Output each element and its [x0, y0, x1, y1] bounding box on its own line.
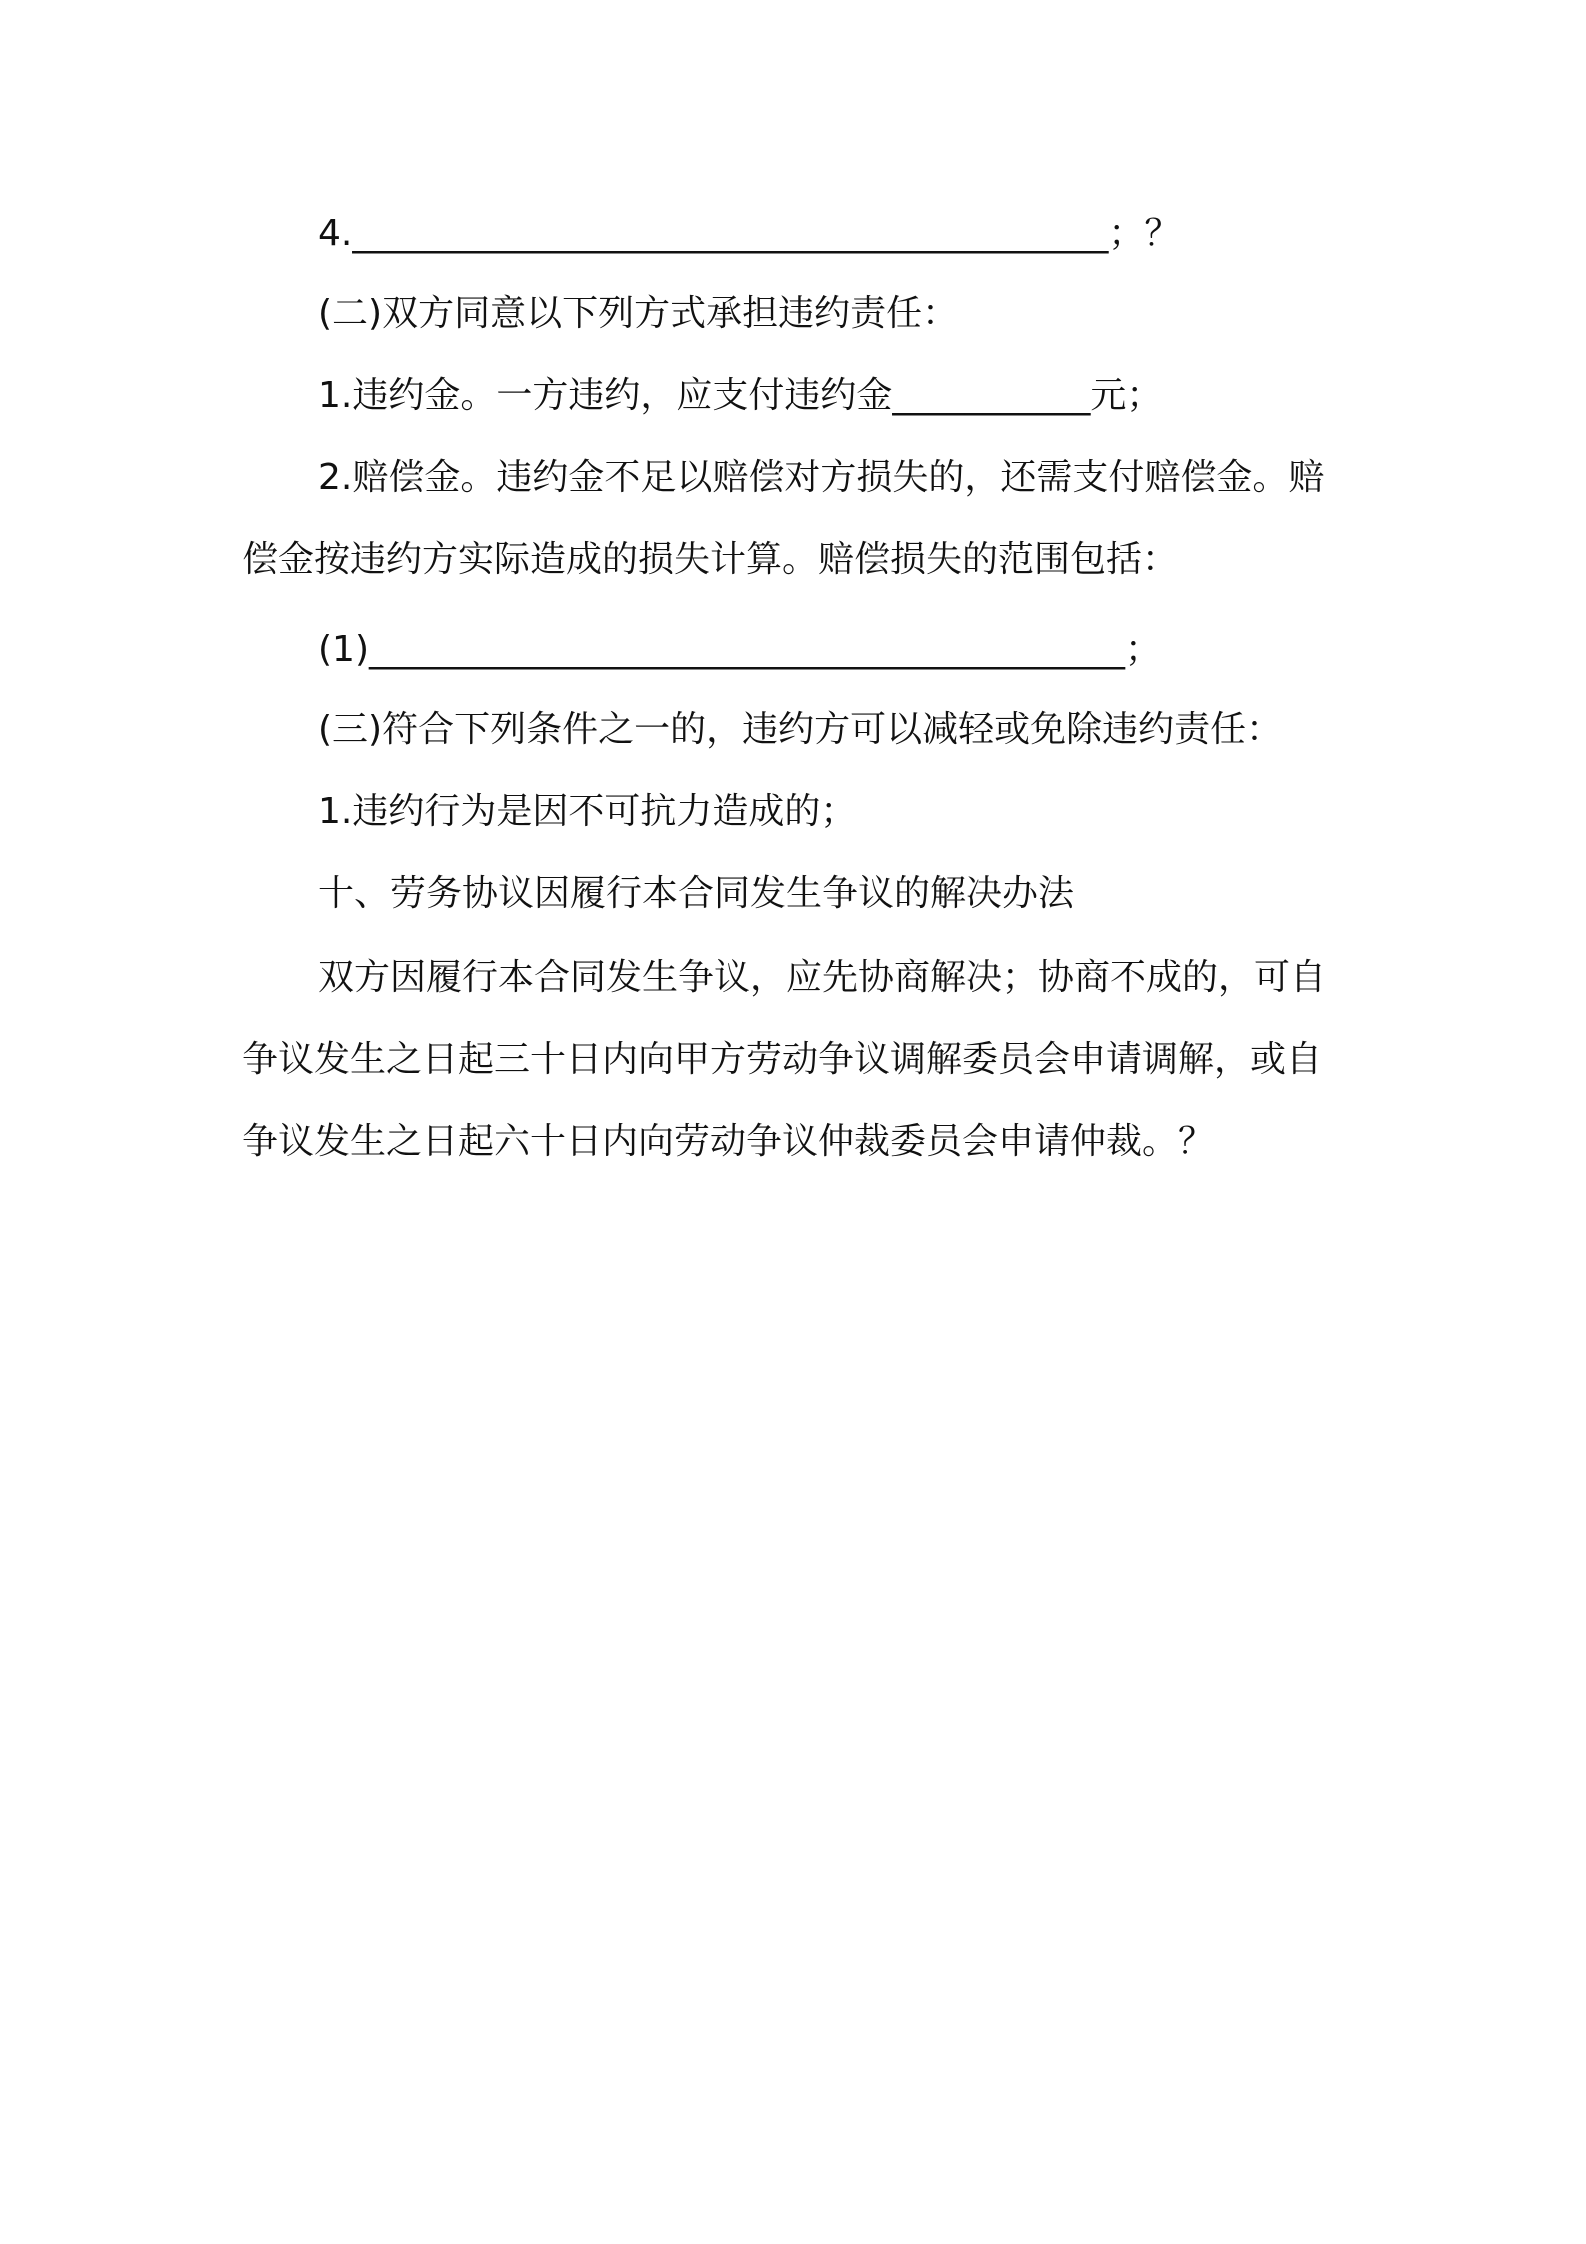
dispute-paragraph-line-2: 争议发生之日起三十日内向甲方劳动争议调解委员会申请调解，或自 [242, 1039, 1323, 1080]
dispute-paragraph-line-3: 争议发生之日起六十日内向劳动争议仲裁委员会申请仲裁。？ [242, 1121, 1215, 1162]
clause-compensation-line-1: 2.赔偿金。违约金不足以赔偿对方损失的，还需支付赔偿金。赔 [318, 457, 1325, 498]
dispute-paragraph-line-1: 双方因履行本合同发生争议，应先协商解决；协商不成的，可自 [318, 957, 1327, 998]
clause-liability-heading: (二)双方同意以下列方式承担违约责任： [318, 293, 959, 334]
clause-compensation-item-1-blank: (1)__________________________________________； [318, 629, 1161, 670]
clause-penalty-amount: 1.违约金。一方违约，应支付违约金___________元； [318, 375, 1163, 416]
section-ten-heading: 十、劳务协议因履行本合同发生争议的解决办法 [318, 873, 1075, 914]
clause-item-4-blank: 4.__________________________________________；？ [318, 213, 1181, 254]
clause-compensation-line-2: 偿金按违约方实际造成的损失计算。赔偿损失的范围包括： [242, 539, 1179, 580]
clause-exemption-item-1: 1.违约行为是因不可抗力造成的； [318, 791, 857, 832]
clause-exemption-heading: (三)符合下列条件之一的，违约方可以减轻或免除违约责任： [318, 709, 1283, 750]
